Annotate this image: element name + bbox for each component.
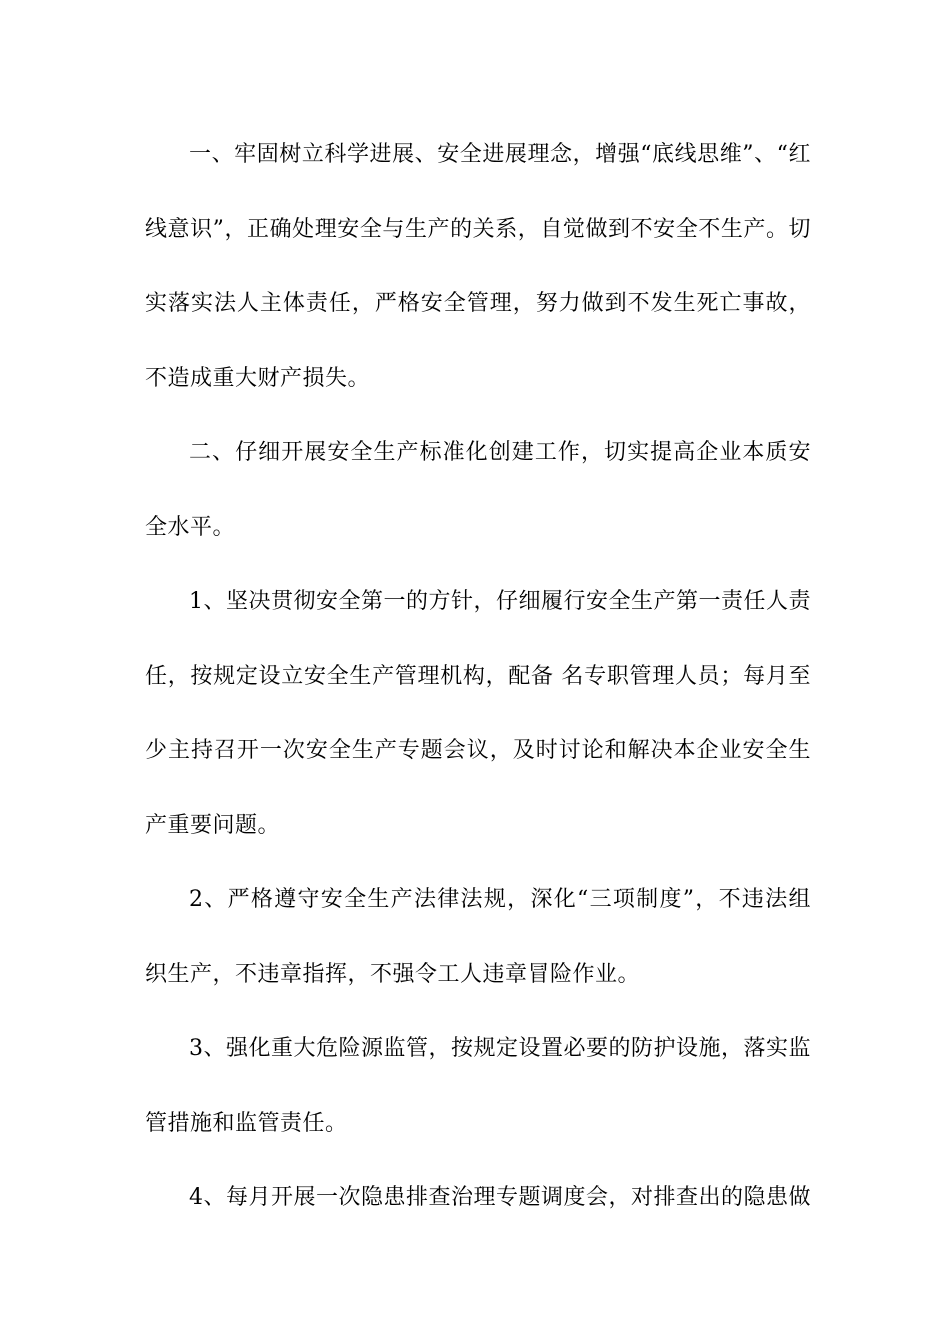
paragraph-5: 3、强化重大危险源监管，按规定设置必要的防护设施，落实监管措施和监管责任。 <box>145 1036 811 1136</box>
paragraph-1: 一、牢固树立科学进展、安全进展理念，增强“底线思维”、“红线意识”，正确处理安全与生产的关系，自觉做到不安全不生产。切实落实法人主体责任，严格安全管理，努力做到不发生死亡事故，不造成重大财产损失。 <box>145 142 811 391</box>
document-body <box>145 118 811 1236</box>
paragraph-2: 二、仔细开展安全生产标准化创建工作，切实提高企业本质安全水平。 <box>145 440 811 540</box>
paragraph-4: 2、严格遵守安全生产法律法规，深化“三项制度”，不违法组织生产，不违章指挥，不强令工人违章冒险作业。 <box>145 887 811 987</box>
paragraph-6: 4、每月开展一次隐患排查治理专题调度会，对排查出的隐患做 <box>189 1185 811 1210</box>
paragraph-3: 1、坚决贯彻安全第一的方针，仔细履行安全生产第一责任人责任，按规定设立安全生产管理机构，配备 名专职管理人员；每月至少主持召开一次安全生产专题会议，及时讨论和解决本企业安全生产重要问题。 <box>145 589 811 838</box>
